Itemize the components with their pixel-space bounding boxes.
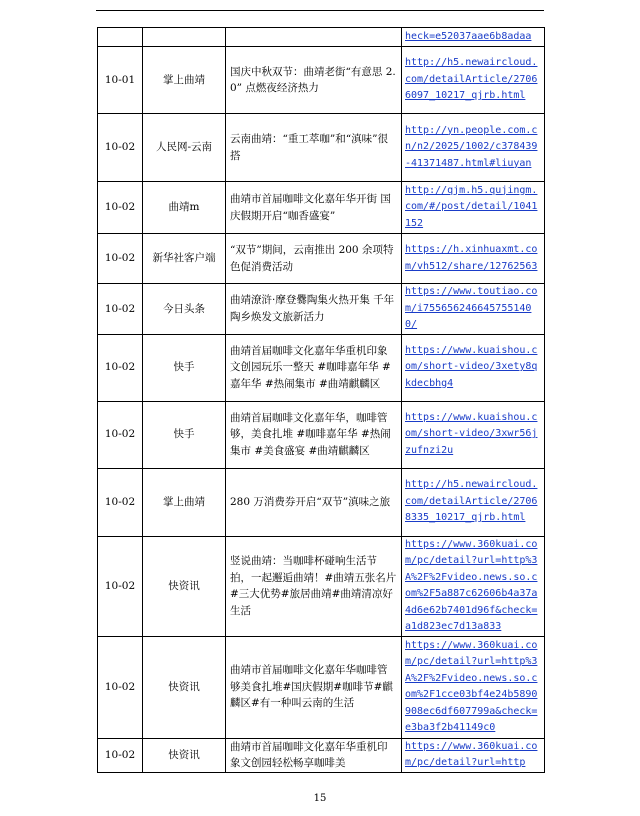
table-cell-date xyxy=(98,28,143,47)
table-cell-title: 曲靖首届咖啡文化嘉年华，咖啡管够，美食扎堆 #咖啡嘉年华 #热闹集市 #美食盛宴 #曲靖麒麟区 xyxy=(226,401,402,468)
table-cell-link[interactable]: https://www.360kuai.com/pc/detail?url=http%3A%2F%2Fvideo.news.so.com%2F5a887c62606b4a37a4d6e62b7401d96f&check=a1d823ec7d13a833 xyxy=(402,536,545,636)
table-cell-source: 快手 xyxy=(143,334,226,401)
table-cell-title xyxy=(226,28,402,47)
table-cell-link[interactable]: http://yn.people.com.cn/n2/2025/1002/c378439-41371487.html#liuyan xyxy=(402,114,545,182)
media-coverage-table xyxy=(97,27,545,773)
table-cell-date: 10-02 xyxy=(98,536,143,636)
table-cell-source: 掌上曲靖 xyxy=(143,468,226,536)
table-cell-title: 曲靖市首届咖啡文化嘉年华开街 国庆假期开启“咖香盛宴” xyxy=(226,182,402,234)
table-cell-source: 今日头条 xyxy=(143,284,226,335)
table-cell-source: 人民网-云南 xyxy=(143,114,226,182)
table-cell-date: 10-02 xyxy=(98,401,143,468)
table-cell-link[interactable]: http://h5.newaircloud.com/detailArticle/27066097_10217_qjrb.html xyxy=(402,47,545,114)
table-cell-date: 10-02 xyxy=(98,284,143,335)
page-number: 15 xyxy=(313,793,327,804)
table-row-continued xyxy=(98,28,545,47)
table-cell-title: 280 万消费券开启“双节”滇味之旅 xyxy=(226,468,402,536)
table-row xyxy=(98,536,545,636)
table-cell-link[interactable]: https://h.xinhuaxmt.com/vh512/share/12762563 xyxy=(402,234,545,284)
table-cell-title: 竖说曲靖：当咖啡杯碰响生活节拍，一起邂逅曲靖！#曲靖五张名片#三大优势#旅居曲靖#曲靖清凉好生活 xyxy=(226,536,402,636)
table-cell-link[interactable]: https://www.toutiao.com/i7556562466457551400/ xyxy=(402,284,545,335)
table-row xyxy=(98,468,545,536)
table-cell-title: 曲靖市首届咖啡文化嘉年华咖啡管够美食扎堆#国庆假期#咖啡节#麒麟区#有一种叫云南的生活 xyxy=(226,636,402,738)
table-row xyxy=(98,182,545,234)
table-cell-source: 新华社客户端 xyxy=(143,234,226,284)
table-cell-date: 10-02 xyxy=(98,114,143,182)
table-cell-link[interactable]: https://www.kuaishou.com/short-video/3xety8qkdecbhg4 xyxy=(402,334,545,401)
table-cell-date: 10-02 xyxy=(98,334,143,401)
table-cell-title: 曲靖市首届咖啡文化嘉年华重机印象文创园轻松畅享咖啡美 xyxy=(226,738,402,772)
table-cell-link[interactable]: https://www.kuaishou.com/short-video/3xwr56jzufnzi2u xyxy=(402,401,545,468)
table-cell-link[interactable]: https://www.360kuai.com/pc/detail?url=http xyxy=(402,738,545,772)
table-cell-source: 掌上曲靖 xyxy=(143,47,226,114)
table-cell-link[interactable]: http://qjm.h5.qujingm.com/#/post/detail/1041152 xyxy=(402,182,545,234)
table-cell-title: 曲靖潦浒·摩登爨陶集火热开集 千年陶乡焕发文旅新活力 xyxy=(226,284,402,335)
table-row xyxy=(98,284,545,335)
table-cell-title: 云南曲靖：“重工萃咖”和“滇味”很搭 xyxy=(226,114,402,182)
table-cell-date: 10-02 xyxy=(98,636,143,738)
table-row xyxy=(98,401,545,468)
table-cell-date: 10-02 xyxy=(98,234,143,284)
table-cell-link[interactable]: heck=e52037aae6b8adaa xyxy=(402,28,545,47)
table-cell-source xyxy=(143,28,226,47)
table-cell-source: 快资讯 xyxy=(143,738,226,772)
table-row xyxy=(98,334,545,401)
table-cell-title: 曲靖首届咖啡文化嘉年华重机印象文创园玩乐一整天 #咖啡嘉年华 #嘉年华 #热闹集市 #曲靖麒麟区 xyxy=(226,334,402,401)
header-rule xyxy=(96,10,544,11)
table-cell-title: “双节”期间，云南推出 200 余项特色促消费活动 xyxy=(226,234,402,284)
table-cell-date: 10-02 xyxy=(98,182,143,234)
table-row xyxy=(98,114,545,182)
table-cell-date: 10-02 xyxy=(98,738,143,772)
table-cell-title: 国庆中秋双节：曲靖老街“有意思 2.0” 点燃夜经济热力 xyxy=(226,47,402,114)
table-row xyxy=(98,636,545,738)
table-row xyxy=(98,234,545,284)
table-cell-source: 快资讯 xyxy=(143,636,226,738)
table-cell-source: 快手 xyxy=(143,401,226,468)
table-cell-link[interactable]: http://h5.newaircloud.com/detailArticle/27068335_10217_qjrb.html xyxy=(402,468,545,536)
table-row xyxy=(98,738,545,772)
table-cell-source: 曲靖m xyxy=(143,182,226,234)
table-row xyxy=(98,47,545,114)
table-cell-date: 10-02 xyxy=(98,468,143,536)
table-cell-source: 快资讯 xyxy=(143,536,226,636)
table-cell-date: 10-01 xyxy=(98,47,143,114)
table-cell-link[interactable]: https://www.360kuai.com/pc/detail?url=http%3A%2F%2Fvideo.news.so.com%2F1cce03bf4e24b5890908ec6df607799a&check=e3ba3f2b41149c0 xyxy=(402,636,545,738)
